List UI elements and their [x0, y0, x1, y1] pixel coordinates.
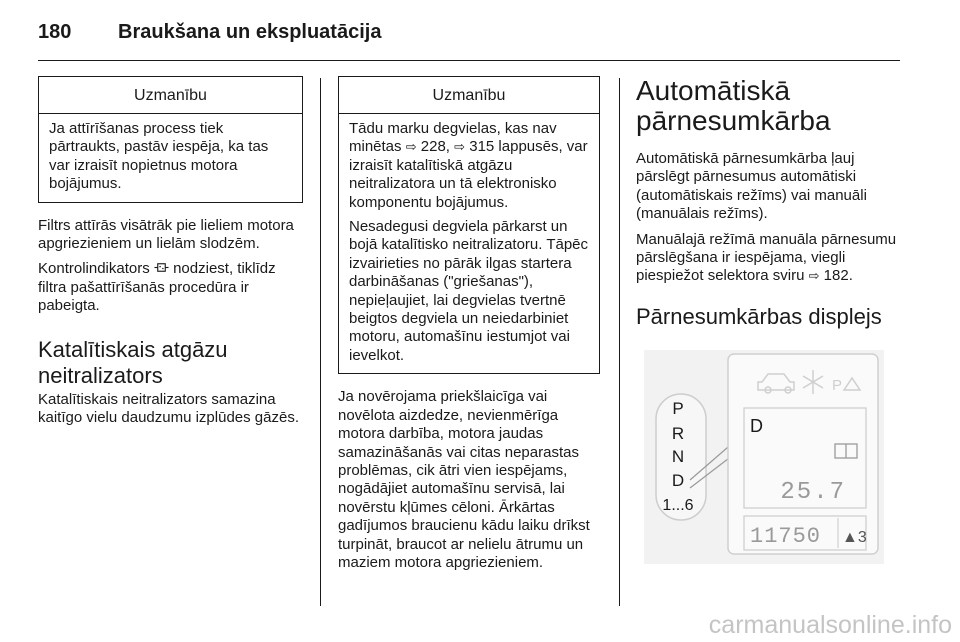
- odometer-readout: 11750: [750, 524, 822, 549]
- manual-mode-paragraph: Manuālajā režīmā manuāla pārnesumu pārslēgšana ir iespējama, viegli piespiežot selektora sviru ⇨ 182.: [636, 230, 897, 285]
- transmission-display-heading: Pārnesumkārbas displejs: [636, 303, 882, 329]
- column-1: [38, 76, 303, 427]
- page-number: 180: [38, 20, 72, 43]
- unburnt-fuel-paragraph: Nesadegusi degviela pārkarst un bojā katalītisko neitralizatoru. Tāpēc izvairieties no pārāk ilgas startera darbināšanas ("griešanas"), nepieļaujiet, lai degvielas tvertnē beigtos degviela un neiedarbiniet motoru, automašīnu iestumjot vai ievelkot.: [349, 218, 589, 364]
- catalyst-heading: Katalītiskais atgāzu neitralizators: [38, 336, 228, 388]
- gear-up-indicator: ▲3: [842, 529, 867, 546]
- warning-box-1: [38, 76, 303, 203]
- gear-manual-range: 1...6: [662, 497, 694, 514]
- column-divider-2: [619, 78, 620, 606]
- filter-paragraph: Filtrs attīrās visātrāk pie lieliem motora apgriezieniem un lielām slodzēm.: [38, 216, 294, 253]
- reference-arrow-icon: ⇨: [405, 139, 417, 155]
- selected-gear-indicator: D: [750, 416, 763, 436]
- misfire-paragraph: Ja novērojama priekšlaicīga vai novēlota aizdedze, nevienmērīga motora darbība, motora jaudas samazināšanās vai citas neparastas problēmas, cik ātri vien iespējams, nogādājiet automašīnu servisā, lai novērstu kļūmes cēloni. Ārkārtas gadījumos braucienu kādu laiku drīkst turpināt, braucot ar nelielu ātrumu un maziem motora apgriezieniem.: [338, 388, 590, 571]
- header-rule: [38, 60, 900, 61]
- warning-title: Uzmanību: [39, 77, 302, 114]
- fuel-warning-paragraph: Tādu marku degvielas, kas nav minētas ⇨ 228, ⇨ 315 lappusēs, var izraisīt katalītiskā atgāzu neitralizatora un tā elektronisko komponentu bojājumus.: [349, 120, 588, 211]
- column-2: [338, 76, 600, 572]
- column-3: [636, 76, 904, 330]
- page-header: [38, 12, 381, 52]
- gear-p: P: [672, 399, 684, 418]
- transmission-display-figure: [644, 350, 884, 564]
- watermark: carmanualsonline.info: [708, 611, 952, 639]
- gear-d: D: [671, 471, 685, 490]
- indicator-paragraph: Kontrolindikators nodziest, tiklīdz filtra pašattīrīšanās procedūra ir pabeigta.: [38, 260, 276, 315]
- reference-arrow-icon: ⇨: [808, 268, 820, 284]
- temperature-readout: 25.7: [780, 479, 846, 506]
- gear-n: N: [671, 447, 685, 466]
- diesel-filter-icon: [154, 260, 169, 275]
- transmission-paragraph: Automātiskā pārnesumkārba ļauj pārslēgt pārnesumus automātiski (automātiskais režīms) vai manuāli (manuālais režīms).: [636, 150, 867, 223]
- section-title: Braukšana un ekspluatācija: [118, 20, 382, 43]
- warning-box-2: [338, 76, 600, 374]
- catalyst-paragraph: Katalītiskais neitralizators samazina kaitīgo vielu daudzumu izplūdes gāzēs.: [38, 390, 299, 427]
- warning-text: Ja attīrīšanas process tiek pārtraukts, pastāv iespēja, ka tas var izraisīt nopietnus motora bojājumus.: [49, 120, 269, 193]
- column-divider-1: [320, 78, 321, 606]
- gear-r: R: [671, 424, 685, 443]
- svg-text:P: P: [832, 377, 843, 394]
- warning-title: Uzmanību: [339, 77, 599, 114]
- reference-arrow-icon: ⇨: [454, 139, 466, 155]
- automatic-transmission-heading: Automātiskā pārnesumkārba: [636, 75, 831, 136]
